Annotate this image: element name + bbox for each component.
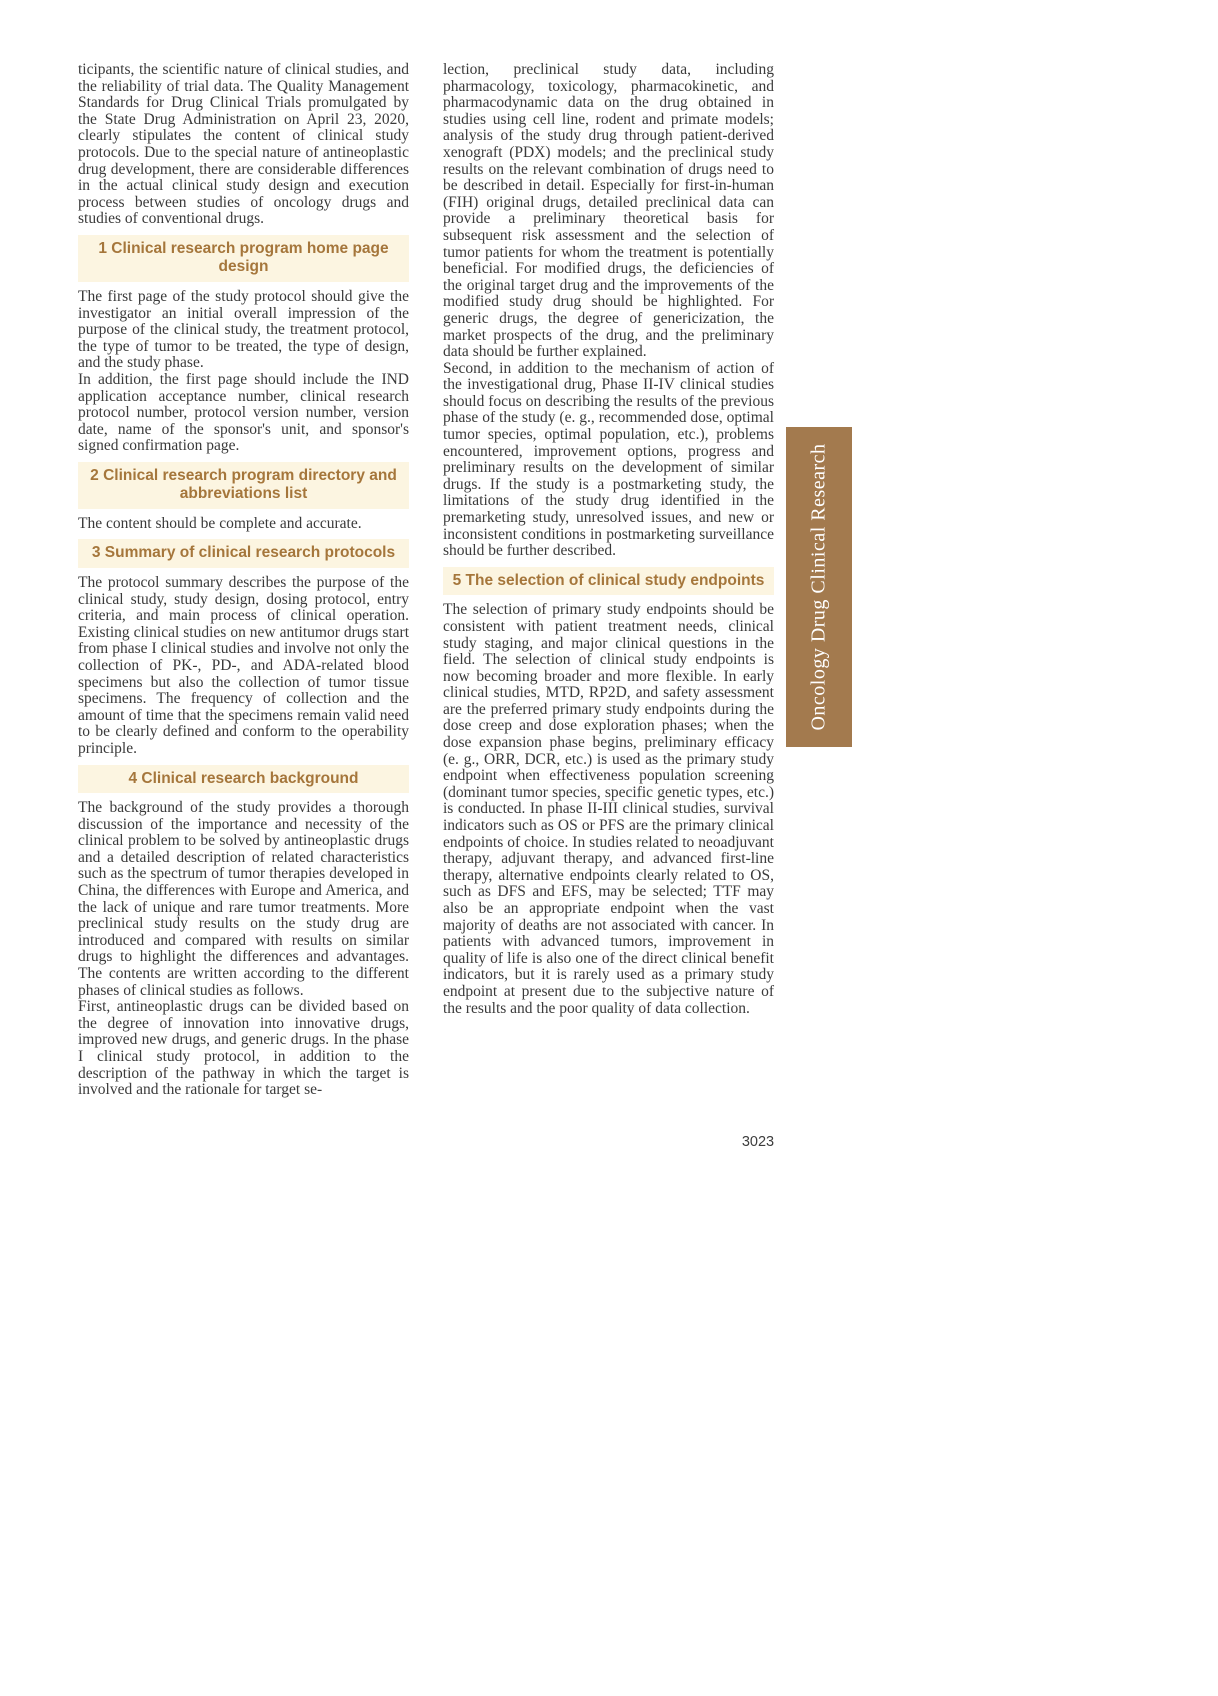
paragraph: The background of the study provides a thorough discussion of the importance and necessity of the clinical problem to be solved by antineoplastic drugs and a detailed description of related characteristics such as the spectrum of tumor therapies developed in China, the differences with Europe and America, and the lack of unique and rare tumor treatments. More preclinical study results on the study drug are introduced and compared with results on similar drugs to highlight the differences and advantages. The contents are written according to the different phases of clinical studies as follows. <box>78 799 409 999</box>
paragraph: The first page of the study protocol should give the investigator an initial overall impression of the purpose of the clinical study, the treatment protocol, the type of tumor to be treated, the type of design, and the study phase. <box>78 287 409 372</box>
paragraph: The selection of primary study endpoints should be consistent with patient treatment needs, clinical study staging, and major clinical questions in the field. The selection of clinical study endpoints is now becoming broader and more flexible. In early clinical studies, MTD, RP2D, and safety assessment are the preferred primary study endpoints during the dose creep and dose exploration phases; when the dose expansion phase begins, preliminary efficacy (e. g., ORR, DCR, etc.) is used as the primary study endpoint when effectiveness population screening (dominant tumor species, specific genetic types, etc.) is conducted. In phase II-III clinical studies, survival indicators such as OS or PFS are the primary clinical endpoints of choice. In studies related to neoadjuvant therapy, adjuvant therapy, and advanced first-line therapy, alternative endpoints clearly related to OS, such as DFS and EFS, may be selected; TTF may also be an appropriate endpoint when the vast majority of deaths are not associated with cancer. In patients with advanced tumors, improvement in quality of life is also one of the direct clinical benefit indicators, but it is rarely used as a primary study endpoint at present due to the subjective nature of the results and the poor quality of data collection. <box>443 601 774 1017</box>
page-number: 3023 <box>741 1134 775 1150</box>
section-heading-2: 2 Clinical research program directory and abbreviations list <box>78 462 409 509</box>
journal-section-tab <box>786 427 852 747</box>
right-column <box>443 62 774 1017</box>
left-column <box>78 62 409 1099</box>
paragraph: First, antineoplastic drugs can be divided based on the degree of innovation into innovative drugs, improved new drugs, and generic drugs. In the phase I clinical study protocol, in addition to the description of the pathway in which the target is involved and the rationale for target se- <box>78 998 409 1099</box>
section-heading-4: 4 Clinical research background <box>78 765 409 794</box>
paragraph: The protocol summary describes the purpose of the clinical study, study design, dosing protocol, entry criteria, and main process of clinical operation. Existing clinical studies on new antitumor drugs start from phase I clinical studies and involve not only the collection of PK-, PD-, and ADA-related blood specimens but also the collection of tumor tissue specimens. The frequency of collection and the amount of time that the specimens remain valid need to be clearly defined and conform to the operability principle. <box>78 573 409 757</box>
paragraph: In addition, the first page should include the IND application acceptance number, clinical research protocol number, protocol version number, version date, name of the sponsor's unit, and sponsor's signed confirmation page. <box>78 370 409 455</box>
paragraph: ticipants, the scientific nature of clinical studies, and the reliability of trial data. The Quality Management Standards for Drug Clinical Trials promulgated by the State Drug Administration on April 23, 2020, clearly stipulates the content of clinical study protocols. Due to the special nature of antineoplastic drug development, there are considerable differences in the actual clinical study design and execution process between studies of oncology drugs and studies of conventional drugs. <box>78 61 409 228</box>
journal-section-tab-label: Oncology Drug Clinical Research <box>807 443 830 731</box>
section-heading-1: 1 Clinical research program home page design <box>78 235 409 282</box>
paragraph: lection, preclinical study data, including pharmacology, toxicology, pharmacokinetic, and pharmacodynamic data on the drug obtained in studies using cell line, rodent and primate models; analysis of the study drug through patient-derived xenograft (PDX) models; and the preclinical study results on the relevant combination of drugs need to be described in detail. Especially for first-in-human (FIH) original drugs, detailed preclinical data can provide a preliminary theoretical basis for subsequent risk assessment and the selection of tumor patients for whom the treatment is potentially beneficial. For modified drugs, the deficiencies of the original target drug and the improvements of the modified study drug should be highlighted. For generic drugs, the degree of genericization, the market prospects of the drug, and the preliminary data should be further explained. <box>443 61 774 361</box>
paragraph: Second, in addition to the mechanism of action of the investigational drug, Phase II-IV clinical studies should focus on describing the results of the previous phase of the study (e. g., recommended dose, optimal tumor species, optimal population, etc.), problems encountered, improvement options, progress and preliminary results on the development of similar drugs. If the study is a postmarketing study, the limitations of the study drug identified in the premarketing study, unresolved issues, and new or inconsistent conditions in postmarketing surveillance should be further described. <box>443 359 774 560</box>
section-heading-3: 3 Summary of clinical research protocols <box>78 539 409 568</box>
section-heading-5: 5 The selection of clinical study endpoints <box>443 567 774 596</box>
paragraph: The content should be complete and accurate. <box>78 514 362 532</box>
